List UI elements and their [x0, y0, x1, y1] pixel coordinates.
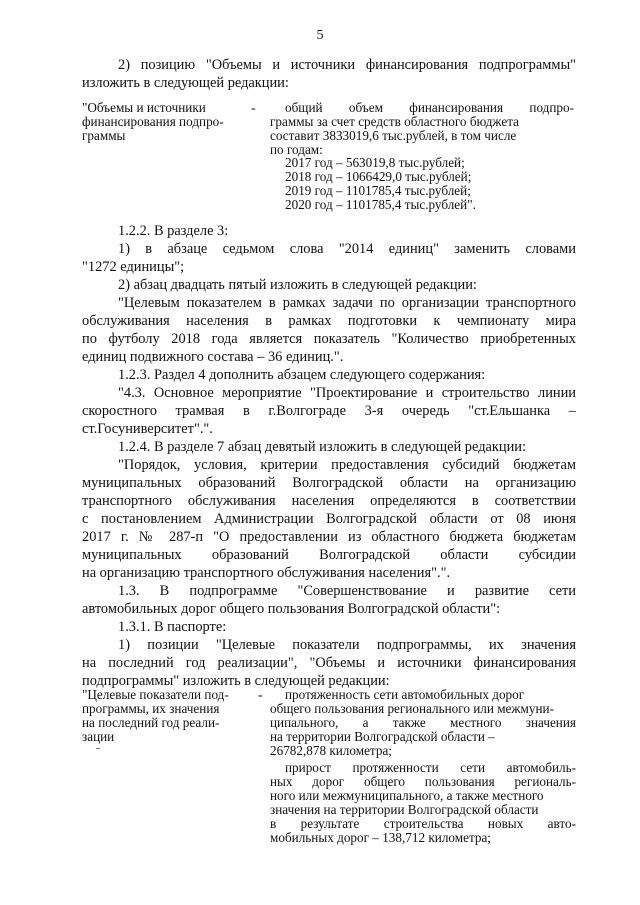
quote3-line-7: на организацию транспортного обслуживания населения".". — [82, 565, 451, 581]
item-1-line-1: 1) в абзаце седьмом слова "2014 единиц" заменить словами — [118, 241, 576, 257]
table1-year-2018: 2018 год – 1066429,0 тыс.рублей; — [285, 169, 472, 184]
table1-year-2019: 2019 год – 1101785,4 тыс.рублей; — [285, 183, 471, 198]
quote3-line-4: с постановлением Администрации Волгоградской области от 08 июня — [82, 511, 576, 527]
table1-year-2017: 2017 год – 563019,8 тыс.рублей; — [285, 155, 465, 170]
table2-right-3: ципального, а также местного значения — [270, 715, 576, 730]
section-1-2-3: 1.2.3. Раздел 4 дополнить абзацем следующего содержания: — [118, 367, 486, 383]
quote2-line-2: скоростного трамвая в г.Волгограде 3-я очередь "ст.Ельшанка – — [82, 403, 576, 419]
quote3-line-6: муниципальных образований Волгоградской области субсидии — [82, 547, 576, 563]
item-positions-line-1: 1) позиции "Целевые показатели подпрограммы, их значения — [118, 637, 576, 653]
quote1-line-1: "Целевым показателем в рамках задачи по организации транспортного — [118, 295, 576, 311]
table1-dash: - — [251, 101, 256, 116]
item-1-line-2: "1272 единицы"; — [82, 259, 185, 275]
table2-left-3: на последний год реали- — [82, 715, 220, 730]
table1-year-2020: 2020 год – 1101785,4 тыс.рублей". — [285, 197, 476, 212]
item-positions-line-2: на последний год реализации", "Объемы и источники финансирования — [82, 655, 576, 671]
table2-right-1: протяженность сети автомобильных дорог — [285, 687, 525, 702]
table2-right-10: в результате строительства новых авто- — [270, 816, 576, 831]
quote1-line-4: единиц подвижного состава – 36 единиц.". — [82, 349, 344, 365]
table1-right-2: граммы за счет средств областного бюджета — [270, 114, 519, 129]
section-1-2-4: 1.2.4. В разделе 7 абзац девятый изложить в следующей редакции: — [118, 439, 527, 455]
table2-left-1: "Целевые показатели под- — [82, 687, 229, 702]
table2-right-9: значения на территории Волгоградской области — [270, 802, 539, 817]
table2-right-5: 26782,878 километра; — [270, 743, 392, 758]
table1-right-1: общий объем финансирования подпро- — [285, 100, 574, 115]
table1-left-3: граммы — [82, 128, 126, 143]
para-position-1: 2) позицию "Объемы и источники финансирования подпрограммы" — [118, 57, 576, 73]
quote3-line-2: муниципальных образований Волгоградской области на организацию — [82, 475, 576, 491]
table1-left-2: финансирования подпро- — [82, 114, 224, 129]
section-1-3-line-1: 1.3. В подпрограмме "Совершенствование и развитие сети — [118, 583, 576, 599]
quote1-line-3: по футболу 2018 года является показатель "Количество приобретенных — [82, 331, 576, 347]
section-1-3-1: 1.3.1. В паспорте: — [118, 619, 227, 635]
quote1-line-2: обслуживания населения в рамках подготовки к чемпионату мира — [82, 313, 576, 329]
table2-dash: - — [258, 688, 263, 703]
table2-right-6: прирост протяженности сети автомобиль- — [285, 760, 576, 775]
para-position-2: изложить в следующей редакции: — [82, 75, 289, 91]
table1-left-1: "Объемы и источники — [82, 100, 206, 115]
section-1-2-2: 1.2.2. В разделе 3: — [118, 223, 229, 239]
table2-right-7: ных дорог общего пользования региональ- — [270, 774, 576, 789]
item-positions-line-3: подпрограммы" изложить в следующей редакции: — [82, 673, 390, 689]
quote3-line-3: транспортного обслуживания населения определяются в соответствии — [82, 493, 576, 509]
table2-left-2: программы, их значения — [82, 701, 220, 716]
table2-right-4: на территории Волгоградской области – — [270, 729, 495, 744]
table2-right-11: мобильных дорог – 138,712 километра; — [270, 830, 491, 845]
quote2-line-3: ст.Госуниверситет".". — [82, 421, 213, 437]
quote2-line-1: "4.3. Основное мероприятие "Проектирование и строительство линии — [118, 385, 576, 401]
quote3-line-5: 2017 г. № 287-п "О предоставлении из областного бюджета бюджетам — [82, 529, 576, 545]
quote3-line-1: "Порядок, условия, критерии предоставления субсидий бюджетам — [118, 457, 576, 473]
table2-left-4: зации — [82, 729, 115, 744]
item-2: 2) абзац двадцать пятый изложить в следующей редакции: — [118, 277, 477, 293]
table1-right-3: составит 3833019,6 тыс.рублей, в том числе — [270, 128, 517, 143]
table2-right-2: общего пользования регионального или межмуни- — [270, 701, 554, 716]
table2-right-8: ного или межмуниципального, а также местного — [270, 788, 544, 803]
page-number: 5 — [316, 28, 324, 43]
table1-right-4: по годам: — [270, 142, 323, 157]
scan-mark — [96, 748, 100, 749]
section-1-3-line-2: автомобильных дорог общего пользования Волгоградской области": — [82, 601, 501, 617]
